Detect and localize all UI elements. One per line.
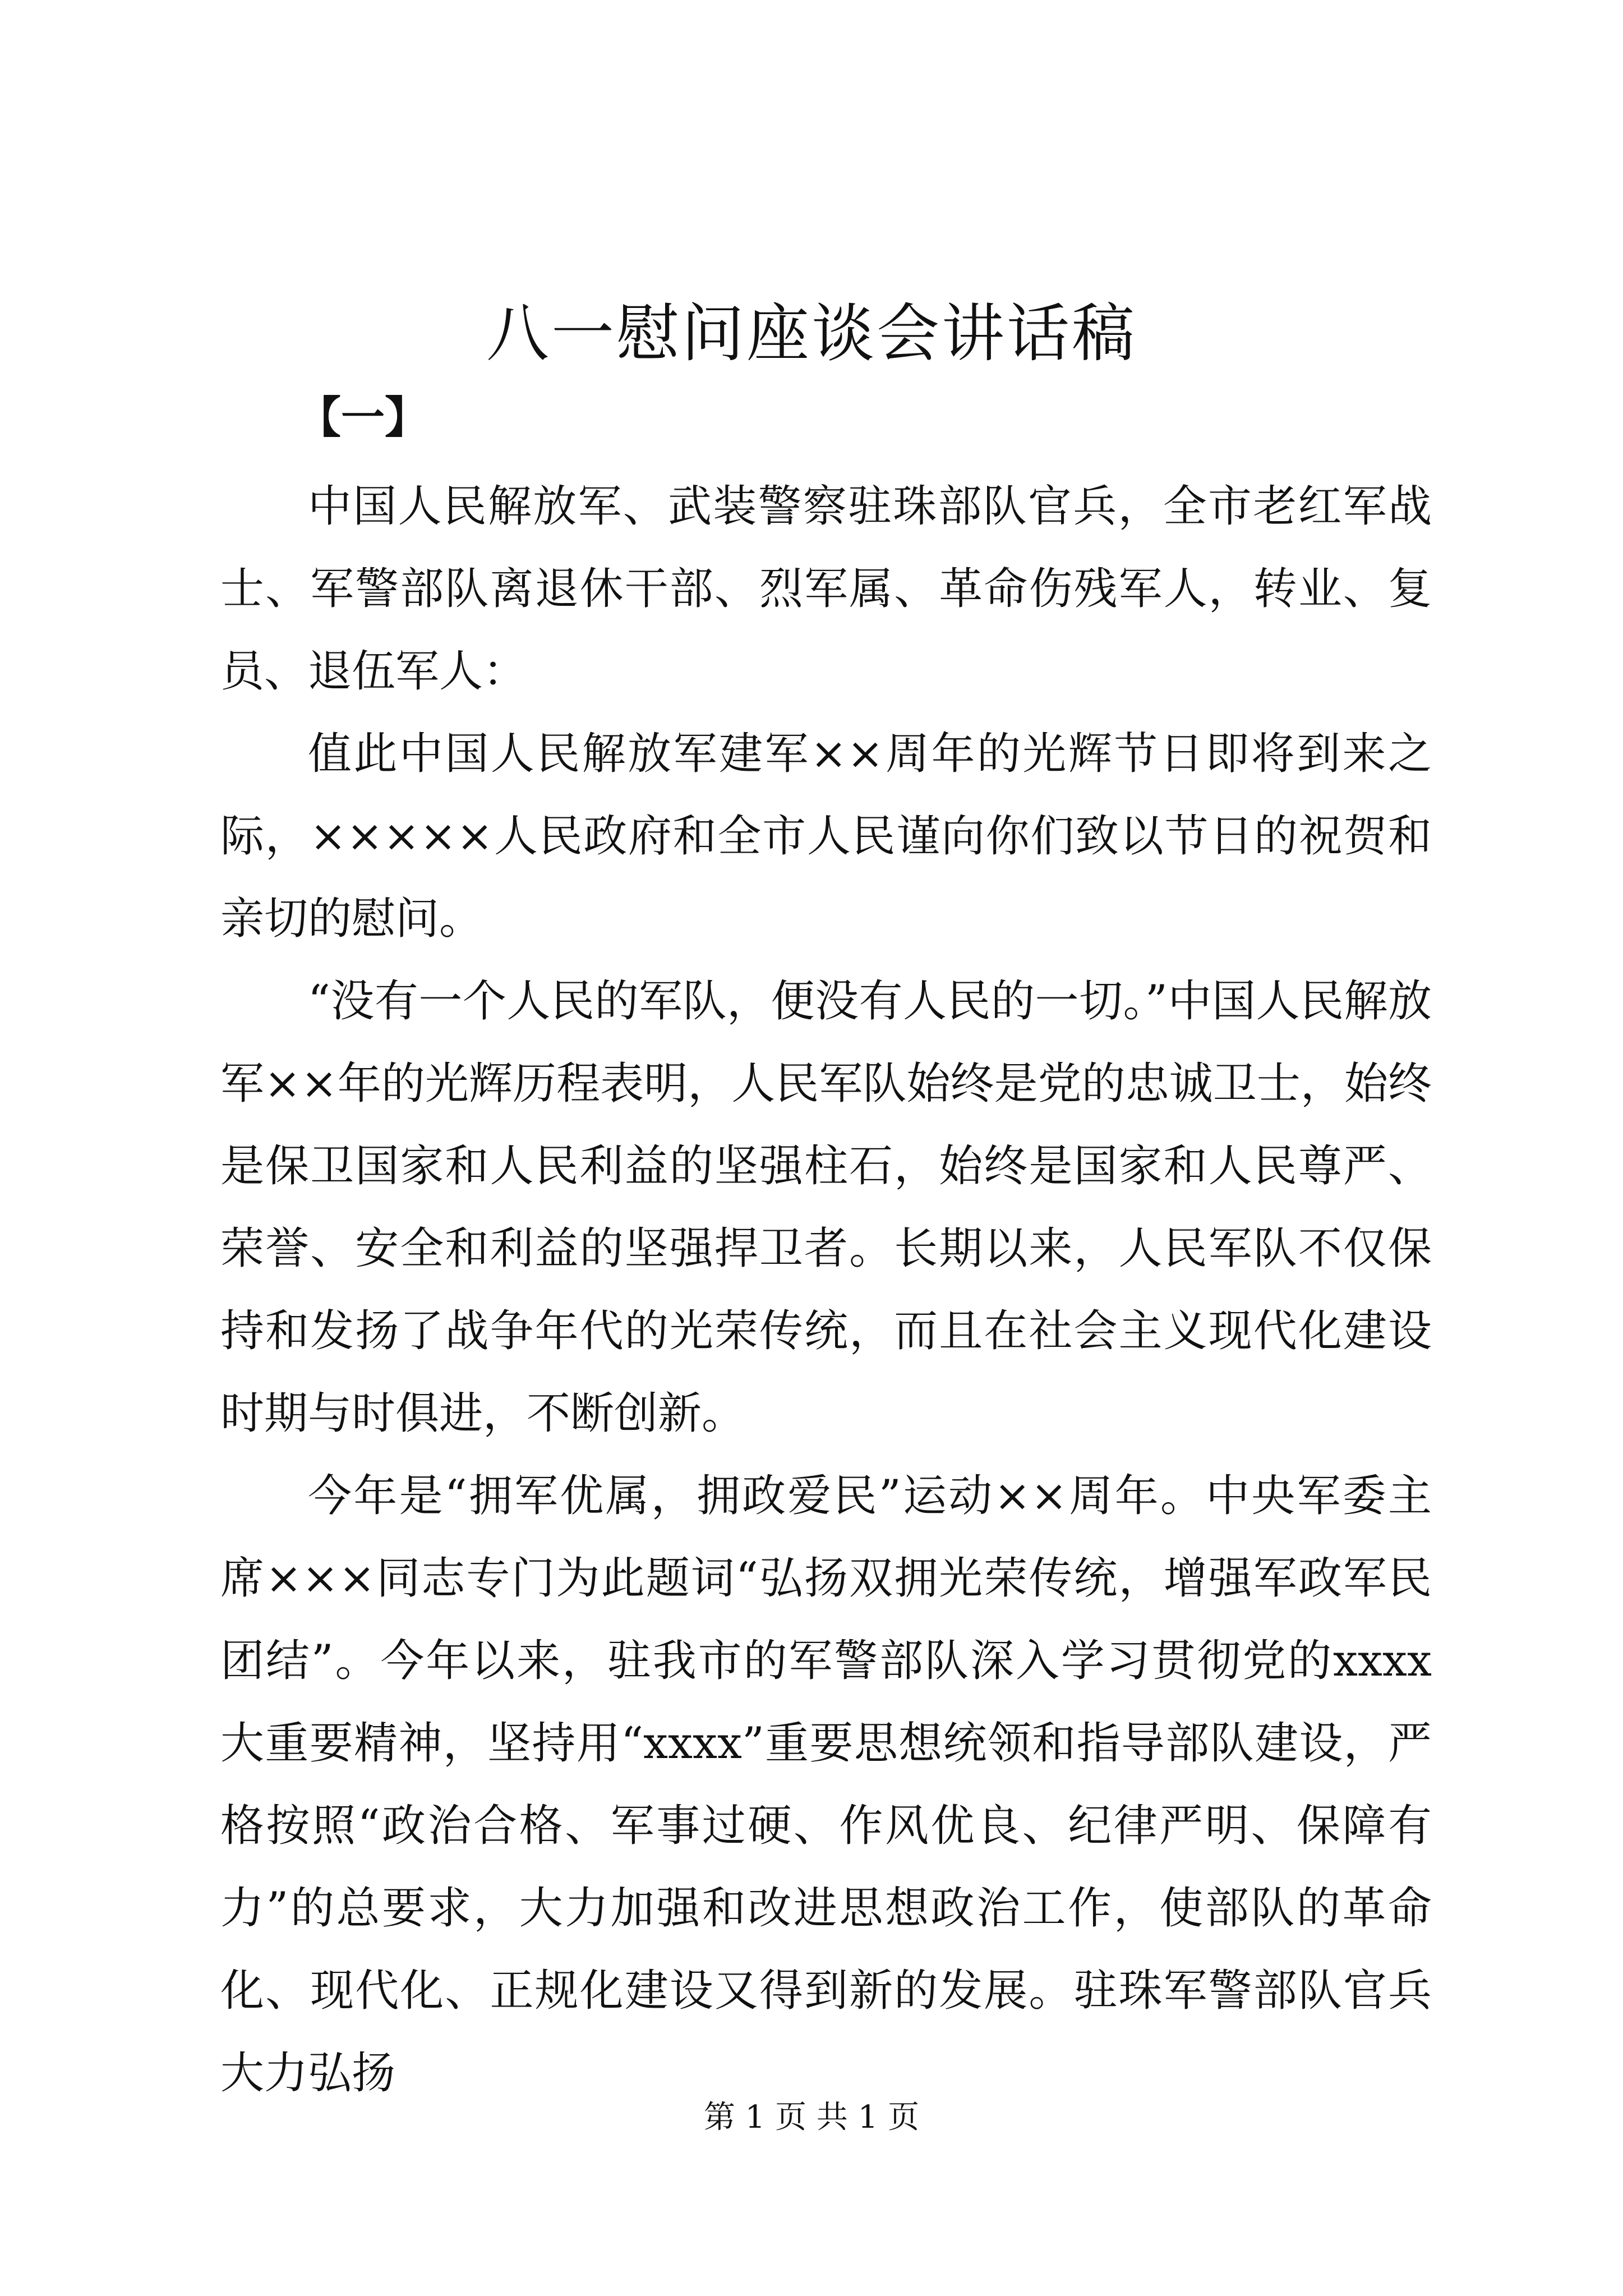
paragraph: “没有一个人民的军队，便没有人民的一切。”中国人民解放军××年的光辉历程表明，人民军队始终是党的忠诚卫士，始终是保卫国家和人民利益的坚强柱石，始终是国家和人民尊严、荣誉、安全和利益的坚强捍卫者。长期以来，人民军队不仅保持和发扬了战争年代的光荣传统，而且在社会主义现代化建设时期与时俱进，不断创新。	[220, 976, 1432, 1439]
page-footer: 第 1 页 共 1 页	[703, 2099, 920, 2136]
paragraph: 中国人民解放军、武装警察驻珠部队官兵，全市老红军战士、军警部队离退休干部、烈军属、革命伤残军人，转业、复员、退伍军人：	[220, 481, 1432, 697]
section-heading: 【一】	[297, 392, 429, 443]
document-body	[220, 466, 1432, 2115]
paragraph: 今年是“拥军优属，拥政爱民”运动××周年。中央军委主席×××同志专门为此题词“弘扬双拥光荣传统，增强军政军民团结”。今年以来，驻我市的军警部队深入学习贯彻党的xxxx大重要精神，坚持用“xxxx”重要思想统领和指导部队建设，严格按照“政治合格、军事过硬、作风优良、纪律严明、保障有力”的总要求，大力加强和改进思想政治工作，使部队的革命化、现代化、正规化建设又得到新的发展。驻珠军警部队官兵大力弘扬	[220, 1471, 1432, 2099]
paragraph: 值此中国人民解放军建军××周年的光辉节日即将到来之际，×××××人民政府和全市人民谨向你们致以节日的祝贺和亲切的慰问。	[220, 729, 1432, 944]
document-title: 八一慰问座谈会讲话稿	[486, 297, 1137, 370]
